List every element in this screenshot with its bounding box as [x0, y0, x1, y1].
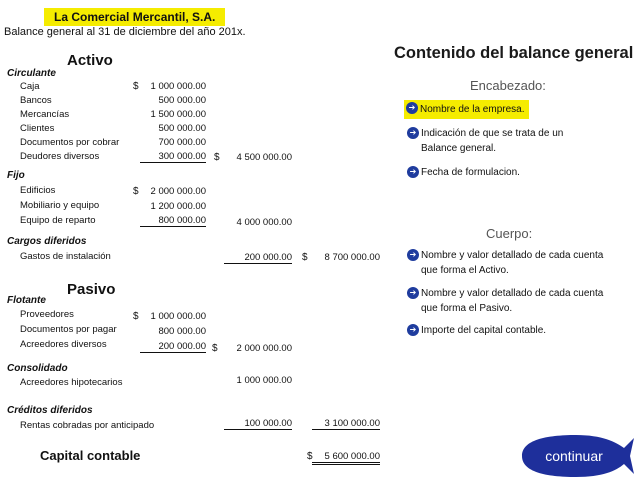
amount-mercancias: 1 500 000.00 — [150, 109, 206, 120]
pasivo-title: Pasivo — [67, 281, 116, 298]
amount-proveedores: 1 000 000.00 — [150, 311, 206, 322]
cuerpo-label: Cuerpo: — [486, 226, 533, 241]
account-bancos: Bancos — [20, 95, 52, 106]
panel-title: Contenido del balance general — [394, 44, 634, 62]
account-gastos-instalacion: Gastos de instalación — [20, 251, 111, 262]
currency-sign: $ — [214, 152, 220, 163]
currency-sign: $ — [133, 311, 139, 322]
account-deudores-diversos: Deudores diversos — [20, 151, 100, 162]
continue-button-label: continuar — [545, 448, 603, 464]
arrow-circle-icon: ➔ — [407, 324, 419, 336]
amount-edificios: 2 000 000.00 — [150, 186, 206, 197]
account-edificios: Edificios — [20, 185, 56, 196]
arrow-circle-icon: ➔ — [407, 166, 419, 178]
amount-rentas-cobradas: 100 000.00 — [224, 418, 292, 430]
account-documentos-por-pagar: Documentos por pagar — [20, 324, 117, 335]
currency-sign: $ — [307, 451, 313, 462]
amount-mobiliario: 1 200 000.00 — [150, 201, 206, 212]
amount-bancos: 500 000.00 — [158, 95, 206, 106]
amount-caja: 1 000 000.00 — [150, 81, 206, 92]
bullet-indicacion-balance: ➔ Indicación de que se trata de un Balance general. — [407, 126, 597, 156]
currency-sign: $ — [302, 252, 308, 263]
arrow-circle-icon: ➔ — [407, 249, 419, 261]
activo-total: 8 700 000.00 — [324, 252, 380, 263]
amount-clientes: 500 000.00 — [158, 123, 206, 134]
arrow-circle-icon: ➔ — [407, 287, 419, 299]
amount-documentos-por-cobrar: 700 000.00 — [158, 137, 206, 148]
balance-date: Balance general al 31 de diciembre del año 201x. — [4, 26, 246, 38]
account-clientes: Clientes — [20, 123, 55, 134]
account-equipo-reparto: Equipo de reparto — [20, 215, 96, 226]
fijo-total: 4 000 000.00 — [236, 217, 292, 228]
currency-sign: $ — [212, 343, 218, 354]
amount-equipo-reparto: 800 000.00 — [140, 215, 206, 227]
account-acreedores-diversos: Acreedores diversos — [20, 339, 107, 350]
account-acreedores-hipotecarios: Acreedores hipotecarios — [20, 377, 123, 388]
capital-contable-label: Capital contable — [40, 448, 141, 463]
account-documentos-por-cobrar: Documentos por cobrar — [20, 137, 120, 148]
amount-gastos-instalacion: 200 000.00 — [224, 252, 292, 264]
amount-documentos-por-pagar: 800 000.00 — [158, 326, 206, 337]
consolidado-label: Consolidado — [7, 363, 68, 374]
bullet-fecha: ➔ Fecha de formulacion. — [407, 165, 520, 180]
circulante-label: Circulante — [7, 68, 56, 79]
currency-sign: $ — [133, 186, 139, 197]
amount-acreedores-hipotecarios: 1 000 000.00 — [236, 375, 292, 386]
account-caja: Caja — [20, 81, 40, 92]
cargos-diferidos-label: Cargos diferidos — [7, 236, 87, 247]
encabezado-label: Encabezado: — [470, 78, 546, 93]
currency-sign: $ — [133, 81, 139, 92]
capital-contable-amount: 5 600 000.00 — [312, 451, 380, 465]
bullet-capital: ➔ Importe del capital contable. — [407, 323, 546, 338]
amount-deudores-diversos: 300 000.00 — [140, 151, 206, 163]
fijo-label: Fijo — [7, 170, 25, 181]
circulante-total: 4 500 000.00 — [236, 152, 292, 163]
account-mercancias: Mercancías — [20, 109, 70, 120]
arrow-circle-icon: ➔ — [406, 102, 418, 114]
account-mobiliario: Mobiliario y equipo — [20, 200, 100, 211]
arrow-circle-icon: ➔ — [407, 127, 419, 139]
account-proveedores: Proveedores — [20, 309, 74, 320]
pasivo-total: 3 100 000.00 — [312, 418, 380, 430]
flotante-total: 2 000 000.00 — [236, 343, 292, 354]
continue-button[interactable] — [516, 432, 636, 480]
amount-acreedores-diversos: 200 000.00 — [140, 341, 206, 353]
flotante-label: Flotante — [7, 295, 46, 306]
company-name: La Comercial Mercantil, S.A. — [44, 8, 225, 26]
bullet-nombre-empresa: ➔ Nombre de la empresa. — [404, 100, 529, 119]
account-rentas-cobradas: Rentas cobradas por anticipado — [20, 420, 155, 431]
bullet-activo: ➔ Nombre y valor detallado de cada cuenta que forma el Activo. — [407, 248, 622, 278]
bullet-pasivo: ➔ Nombre y valor detallado de cada cuenta que forma el Pasivo. — [407, 286, 622, 316]
creditos-diferidos-label: Créditos diferidos — [7, 405, 93, 416]
activo-title: Activo — [67, 52, 113, 69]
